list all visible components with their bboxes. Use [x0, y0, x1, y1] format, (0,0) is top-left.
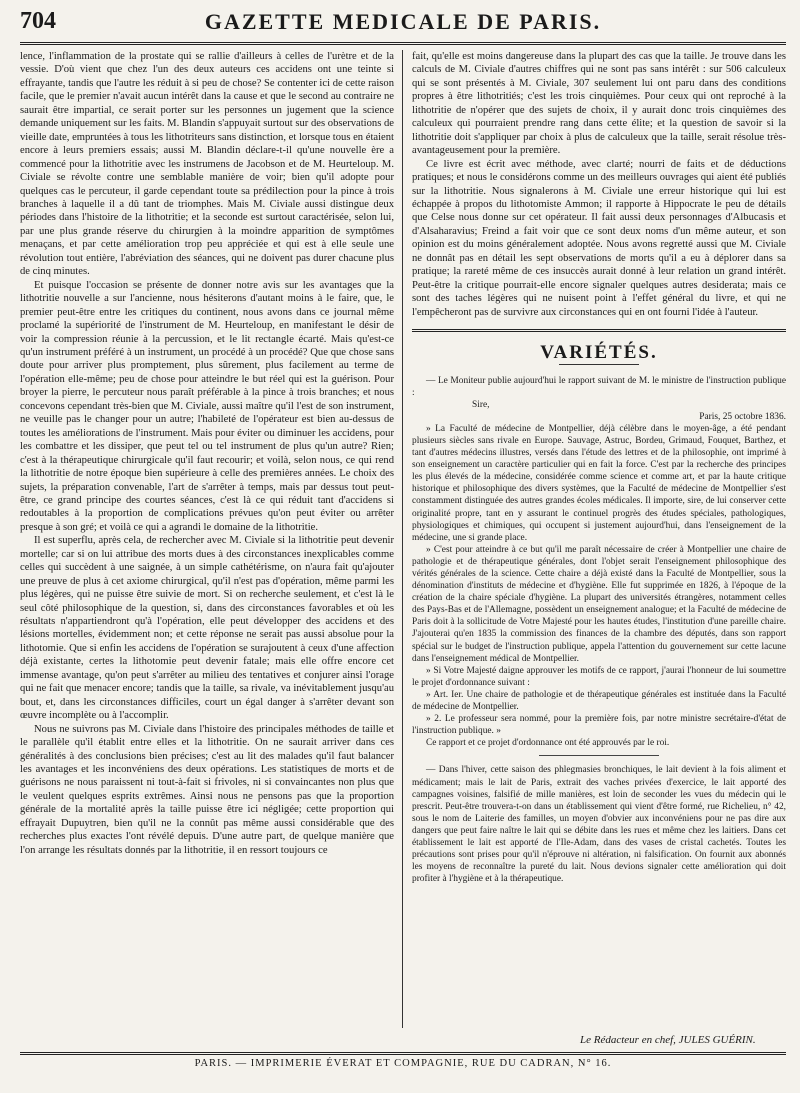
varietes-heading: VARIÉTÉS. [540, 342, 658, 364]
paragraph: » 2. Le professeur sera nommé, pour la première fois, par notre ministre secrétaire-d'état de l'instruction publique. » [412, 714, 786, 737]
paragraph: » C'est pour atteindre à ce but qu'il me paraît nécessaire de créer à Montpellier une chaire de pathologie et de thérapeutique générales, dont l'objet serait l'enseignement philosophique des vérités générales de la science. Cette chaire a déjà existé dans la Faculté de Montpellier, sous la dénomination d'instituts de médecine et d'hygiène. Elle fut supprimée en 1826, à l'époque de la création de la chaire spéciale d'hygiène. La plupart des universités étrangères, notamment celles des Pays-Bas et de l'Allemagne, possèdent un enseignement analogue; et la Faculté de médecine de Paris doit à la sollicitude de Votre Majesté pour les hautes études, l'institution d'une pareille chaire. J'ajouterai qu'en 1835 la commission des finances de la chambre des députés, dans son rapport spécial sur le budget de l'instruction publique, appela l'attention du gouvernement sur cette lacune dans l'enseignement médical de Montpellier. [412, 544, 786, 664]
paragraph: lence, l'inflammation de la prostate qui se rallie d'ailleurs à celles de l'urètre et de la vessie. D'où vient que chez l'un des deux auteurs ces accidens ont une teinte si effrayante, tandis que l'autre les réduit à si peu de chose? Se contenter ici de cette raison facile, que le premier n'avait aucun intérêt dans la cause et que le second au contraire ne saurait être impartial, ce serait porter sur les personnes un jugement que la science demande uniquement sur les faits. M. Blandin s'appuyait surtout sur des observations de vieille date, empruntées à tous les lithotriteurs sans distinction, et lorsque tous en étaient encore à leurs premiers essais; aussi M. Blandin déclare-t-il qu'une nouvelle ère a commencé pour la lithotritie avec les instrumens de Jacobson et de M. Heurteloup. M. Civiale se révolte contre une semblable manière de voir; bien qu'il adopte pour quelques cas le percuteur, il garde cependant toute sa prédilection pour la pince à trois branches à laquelle il a dû tant de triomphes. Mais M. Civiale aussi distingue deux périodes dans l'histoire de la lithotritie; et la seconde est surtout caractérisée, selon lui, par une plus grande réserve du chirurgien à la moindre apparition de symptômes menaçans, et par cette amélioration trop peu appréciée et qui est à elle seule une révolution tout entière, l'abréviation des séances, qui ne doivent pas durer chacune plus de cinq minutes. [20, 51, 394, 278]
left-column [20, 50, 394, 1028]
right-column [412, 50, 786, 1028]
paragraph: » La Faculté de médecine de Montpellier, déjà célèbre dans le moyen-âge, a été pendant plusieurs siècles sans rivale en Europe. Sauvage, Astruc, Bordeu, Grimaud, Fouquet, Barthez, et tant d'autres médecins illustres, versés dans l'étude des lettres et de la philosophie, ont imprimé à son enseignement un caractère particulier qui en fait la force. C'est par la recherche des principes les plus élevés de la médecine, considérée comme science et comme art, et par la haute critique historique et philosophique des divers systèmes, que la Faculté de médecine de Montpellier s'est constamment distinguée des autres grandes écoles médicales. Il importe, sire, de lui conserver cette originalité propre, tant en y assurant le continuel progrès des études spéciales, pathologiques, physiologiques et chimiques, qui occupent si justement aujourd'hui, dans l'enseignement de la médecine, une si grande place. [412, 423, 786, 543]
varietes-body [412, 375, 786, 886]
paragraph: Et puisque l'occasion se présente de donner notre avis sur les avantages que la lithotritie nouvelle a sur l'ancienne, nous hésiterons d'autant moins à le faire, que, le premier peut-être entre les critiques du continent, nous avons dans ce journal même proclamé la supériorité de l'instrument de M. Heurteloup, en manifestant le désir de voir la compression réunie à la percussion, et le lit rectangle écarté. Mais qu'est-ce qu'un instrument préféré à un instrument, un procédé à un procédé? Que que chose sans doute pour arriver plus promptement, plus sûrement, plus facilement au terme de l'opération elle-même; peu de chose pour atteindre le but réel qui est la guérison. Pour broyer la pierre, le percuteur nous paraît préférable à la pince à trois branches; et nous concevons cependant très-bien que M. Civiale, aussi maître qu'il l'est de son instrument, ne veuille pas le changer pour un autre; l'habileté de l'opérateur est bien au-dessus de toutes les améliorations de l'instrument. Mais pour éviter ou diminuer les accidens, pour les combattre et les dissiper, que peut tel ou tel instrument de plus qu'un autre? Rien; c'est à la thérapeutique chirurgicale qu'il faut recourir; et voilà, selon nous, ce qui rend la lithotritie de notre époque bien supérieure à celle des premières années. Le choix des sujets, la préparation convenable, l'art de s'arrêter à temps, mais par dessus tout peut-être, ce grand principe des courtes séances, c'est là ce qui réduit tant d'accidens si redoutables à la proportion de complications prévues qu'on peut éviter ou arrêter presque à son gré; et voilà ce qui a agrandi le domaine de la lithotritie. [20, 279, 394, 533]
paragraph: » Art. Ier. Une chaire de pathologie et de thérapeutique générales est instituée dans la Faculté de médecine de Montpellier. [412, 689, 786, 713]
salutation: Sire, [472, 399, 490, 410]
header-rule [20, 42, 786, 45]
article-columns [20, 50, 786, 1028]
newspaper-page [20, 6, 786, 1086]
paragraph: » Si Votre Majesté daigne approuver les motifs de ce rapport, j'aurai l'honneur de lui soumettre le projet d'ordonnance suivant : [412, 665, 786, 688]
paragraph: Ce rapport et ce projet d'ordonnance ont été approuvés par le roi. [426, 738, 670, 749]
paragraph: — Dans l'hiver, cette saison des phlegmasies bronchiques, le lait devient à la fois aliment et médicament; mais le lait de Paris, extrait des vaches privées d'exercice, le lait apporté des campagnes voisines, falsifié de mille manières, est loin de seconder les vues du médecin qui le prescrit. Peut-être trouvera-t-on dans un établissement qui vient d'être formé, rue Richelieu, n° 42, sous le nom de Laiterie des familles, un moyen d'obvier aux inconvéniens pour ne pas dire aux dangers que peut faire naître le lait qui se débite dans les rues et même chez les laitiers. Dans cet établissement le lait est apporté de l'Ile-Adam, dans des vases de cristal cachetés. Toutes les précautions sont prises pour qu'il n'éprouve ni altération, ni falsification. On fournit aux abonnés les moyens de reconnaître la pureté du lait. Nous devions signaler cette amélioration qui doit profiter à l'hygiène et à la thérapeutique. [412, 765, 786, 885]
divider [539, 755, 659, 756]
dateline: Paris, 25 octobre 1836. [699, 411, 786, 422]
paragraph: — Le Moniteur publie aujourd'hui le rapport suivant de M. le ministre de l'instruction publique : [412, 375, 786, 398]
editor-signature: Le Rédacteur en chef, JULES GUÉRIN. [580, 1034, 756, 1046]
paragraph: fait, qu'elle est moins dangereuse dans la plupart des cas que la taille. Je trouve dans les calculs de M. Civiale d'autres chiffres qui ne sont pas sans intérêt : sur 506 calculeux qui se sont présentés à M. Civiale, 307 seulement lui ont paru dans des conditions propres à être lithotritiés; c'est les trois cinquièmes. Pour ceux qui ont reproché à la lithotritie de n'opérer que des sujets de choix, il y aurait donc trois cinquièmes des calculeux qui pourraient prendre rang dans cette élite; et la question de savoir si la lithotritie doit s'appliquer par choix à plus de calculeux que la taille, serait résolue très-avantageusement pour la première. [412, 51, 786, 157]
section-separator [412, 329, 786, 332]
paragraph: Ce livre est écrit avec méthode, avec clarté; nourri de faits et de déductions pratiques; et nous le considérons comme un des meilleurs ouvrages qui aient été publiés sur la lithotritie. Nous signalerons à M. Civiale une erreur historique qui lui est échappée à propos du lithotomiste Ammon; il rapporte à Hippocrate le peu de détails que Celse nous donne sur cet opérateur. Il fait aussi deux personnages d'Albucasis et d'Alsaharavius; Freind a fait voir que ce sont deux noms d'un même auteur, et son opinion est du moins généralement adoptée. Nous avons regretté aussi que M. Civiale ne donnât pas en détail les sept observations de morts qu'il a eu à déplorer dans sa pratique; la rareté même de ces insuccès aurait donné à leur relation un grand intérêt. Peut-être la critique pourrait-elle encore signaler quelques autres desiderata; mais ce sont des taches légères qui ne nuisent point à l'effet général du livre, et qui ne l'empêcheront pas de survivre aux circonstances qui en ont fourni l'idée à l'auteur. [412, 158, 786, 318]
heading-underline [559, 364, 639, 365]
page-number: 704 [20, 8, 56, 34]
journal-title: GAZETTE MEDICALE DE PARIS. [204, 9, 602, 34]
paragraph: Il est superflu, après cela, de rechercher avec M. Civiale si la lithotritie peut devenir mortelle; car si on lui attribue des morts dues à des circonstances inexplicables comme celles qui succèdent à une saignée, à un simple cathétérisme, on n'aura fait qu'ajouter une preuve de plus à cet axiome chirurgical, qu'il n'est pas d'opération, même parmi les plus légères, qui ne puisse être suivie de mort. Si on recherche seulement, et c'est là le seul côté philosophique de la question, si, dans des circonstances favorables et où les résultats n'appartiendront qu'à l'opération, elle peut développer des accidens et des lésions mortelles, évidemment non; et cette réponse ne serait pas aussi absolue pour la lithotomie. Que si enfin les accidens de l'opération se surajoutent à ceux d'une affection déjà existante, certes la lithotomie peut devenir fatale; mais elle offre encore cet immense avantage, qu'on peut s'arrêter au milieu des tentatives et conjurer ainsi l'orage qui ne fait que menacer encore; tandis que la taille, sa rivale, va inévitablement jusqu'au bout, et, dans les circonstances difficiles, court un égal danger à s'arrêter devant son œuvre incomplète ou à l'accomplir. [20, 535, 394, 722]
page-header [20, 6, 786, 42]
footer-rule [20, 1052, 786, 1055]
column-divider [402, 50, 403, 1028]
paragraph: Nous ne suivrons pas M. Civiale dans l'histoire des principales méthodes de taille et le parallèle qu'il établit entre elles et la lithotritie. On ne saurait arriver dans ces généralités à des conclusions bien précises; c'est au lit des malades qu'il faut balancer les avantages et les inconvéniens des deux opérations. Les statistiques de morts et de guérisons ne nous paraissent ni tout-à-fait si frivoles, ni si convaincantes non plus que le veulent quelques esprits extrêmes. Ainsi nous ne pensons pas que la proportion générale de la mortalité après la taille puisse être ici négligée; cette proportion qui effrayait Dupuytren, bien qu'il ne la connût pas même aussi considérable que des recherches plus exactes l'ont révélé depuis. D'une autre part, de quelque manière que l'on arrange les résultats donnés par la lithotritie, il en ressort toujours ce [20, 723, 394, 856]
printer-footer: PARIS. — IMPRIMERIE ÉVERAT ET COMPAGNIE, RUE DU CADRAN, N° 16. [194, 1058, 612, 1069]
